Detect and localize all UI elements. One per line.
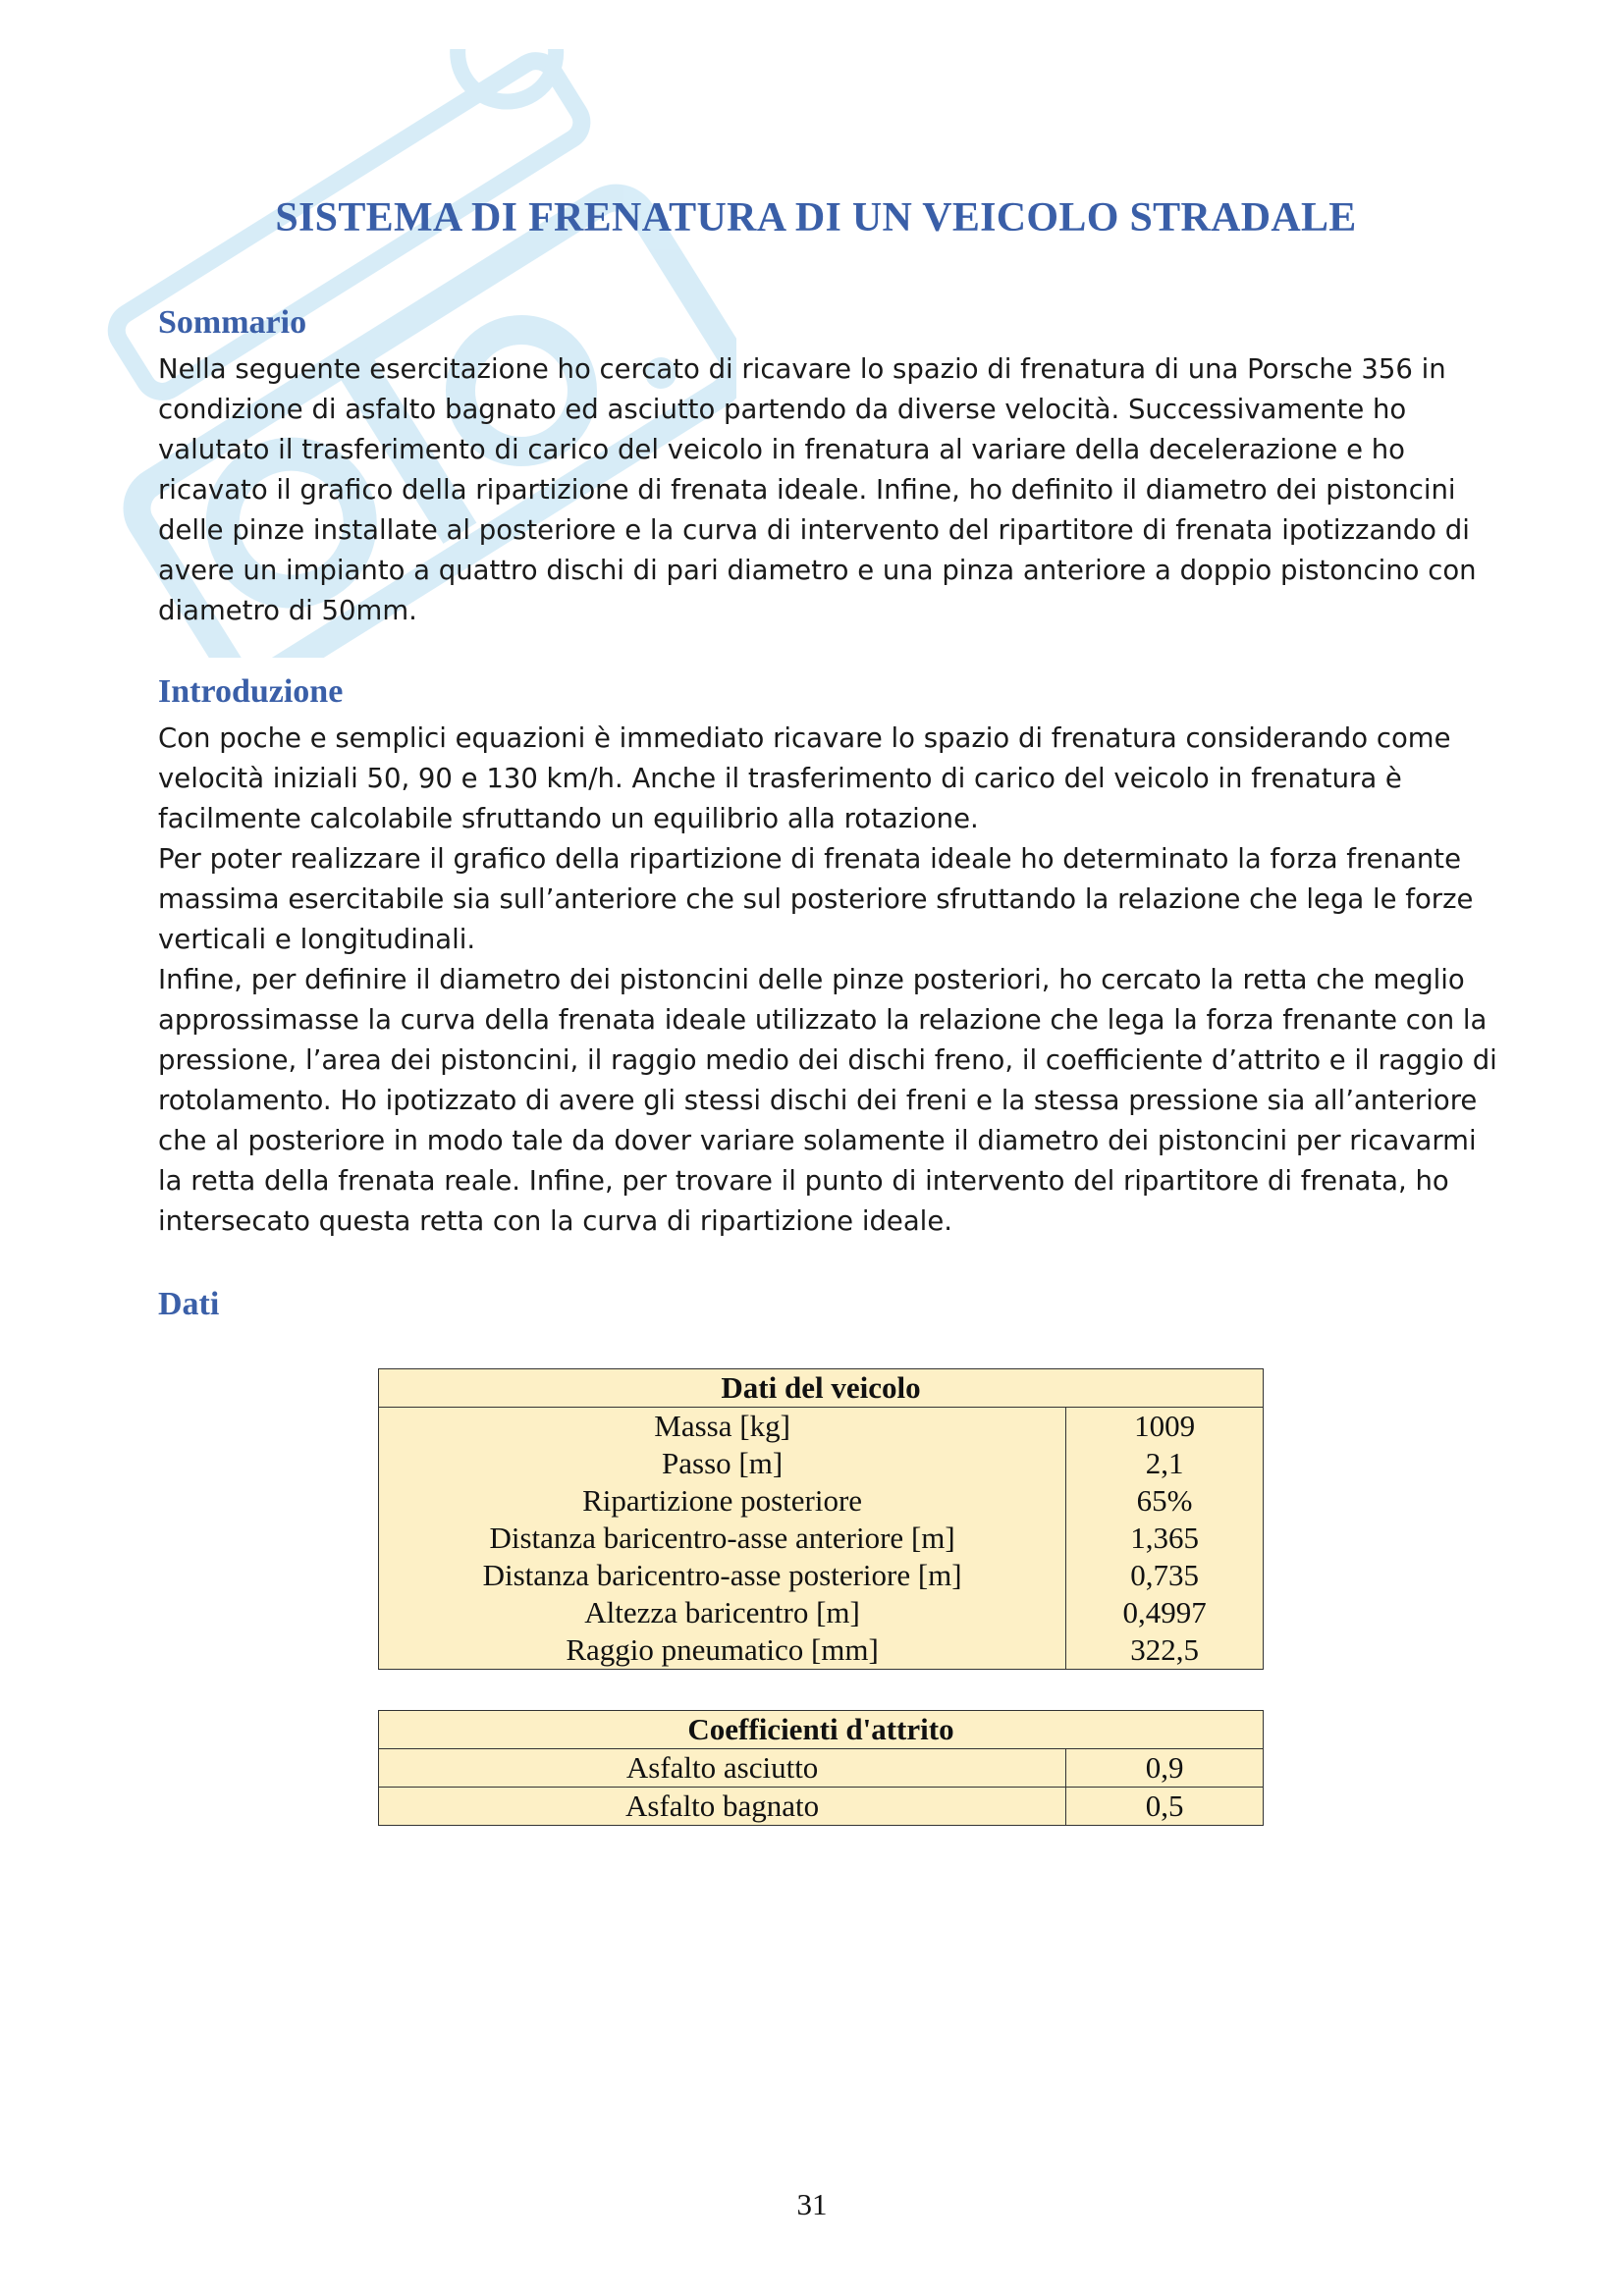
row-label: Asfalto asciutto (379, 1749, 1066, 1788)
text-line: massima esercitabile sia sull’anteriore che sul posteriore sfruttando la relazione che lega le forze (158, 883, 1474, 915)
vehicle-data-table (378, 1368, 1264, 1670)
row-label: Altezza baricentro [m] (379, 1594, 1066, 1631)
text-line: valutato il trasferimento di carico del veicolo in frenatura al variare della decelerazione e ho (158, 434, 1405, 465)
row-value: 0,735 (1066, 1557, 1264, 1594)
row-value: 2,1 (1066, 1445, 1264, 1482)
row-value: 0,5 (1066, 1788, 1264, 1826)
table-row (379, 1445, 1264, 1482)
text-line: Per poter realizzare il grafico della ripartizione di frenata ideale ho determinato la forza frenante (158, 843, 1462, 875)
table-row (379, 1557, 1264, 1594)
text-line: condizione di asfalto bagnato ed asciutto partendo da diverse velocità. Successivamente ho (158, 394, 1407, 425)
text-line: Infine, per definire il diametro dei pistoncini delle pinze posteriori, ho cercato la retta che meglio (158, 964, 1465, 995)
table-header-row (379, 1369, 1264, 1408)
table-header: Coefficienti d'attrito (379, 1711, 1264, 1749)
table-row (379, 1631, 1264, 1670)
row-label: Massa [kg] (379, 1408, 1066, 1446)
table-row (379, 1408, 1264, 1446)
dati-heading: Dati (158, 1286, 220, 1322)
text-line: delle pinze installate al posteriore e la curva di intervento del ripartitore di frenata ipotizzando di (158, 514, 1470, 546)
row-value: 322,5 (1066, 1631, 1264, 1670)
introduzione-heading: Introduzione (158, 673, 344, 710)
row-value: 0,4997 (1066, 1594, 1264, 1631)
row-label: Distanza baricentro-asse posteriore [m] (379, 1557, 1066, 1594)
table-row (379, 1520, 1264, 1557)
table-header: Dati del veicolo (379, 1369, 1264, 1408)
text-line: verticali e longitudinali. (158, 924, 476, 955)
row-label: Ripartizione posteriore (379, 1482, 1066, 1520)
introduzione-paragraph (158, 719, 1497, 1242)
row-label: Asfalto bagnato (379, 1788, 1066, 1826)
text-line: intersecato questa retta con la curva di ripartizione ideale. (158, 1205, 952, 1237)
row-label: Raggio pneumatico [mm] (379, 1631, 1066, 1670)
table-header-row (379, 1711, 1264, 1749)
text-line: facilmente calcolabile sfruttando un equilibrio alla rotazione. (158, 803, 979, 834)
page-title: SISTEMA DI FRENATURA DI UN VEICOLO STRADALE (275, 195, 1357, 240)
row-label: Passo [m] (379, 1445, 1066, 1482)
text-line: Nella seguente esercitazione ho cercato di ricavare lo spazio di frenatura di una Porsche 356 in (158, 353, 1446, 385)
table-row (379, 1482, 1264, 1520)
text-line: che al posteriore in modo tale da dover variare solamente il diametro dei pistoncini per ricavarmi (158, 1125, 1477, 1156)
text-line: ricavato il grafico della ripartizione di frenata ideale. Infine, ho definito il diametro dei pistoncini (158, 474, 1456, 506)
sommario-heading: Sommario (158, 304, 307, 341)
text-line: la retta della frenata reale. Infine, per trovare il punto di intervento del ripartitore di frenata, ho (158, 1165, 1449, 1197)
sommario-paragraph (158, 349, 1479, 631)
text-line: Con poche e semplici equazioni è immediato ricavare lo spazio di frenatura considerando come (158, 722, 1451, 754)
row-value: 1,365 (1066, 1520, 1264, 1557)
row-value: 65% (1066, 1482, 1264, 1520)
row-label: Distanza baricentro-asse anteriore [m] (379, 1520, 1066, 1557)
text-line: avere un impianto a quattro dischi di pari diametro e una pinza anteriore a doppio pistoncino con (158, 555, 1477, 586)
text-line: pressione, l’area dei pistoncini, il raggio medio dei dischi freno, il coefficiente d’attrito e il raggio di (158, 1044, 1497, 1076)
friction-coefficients-table (378, 1710, 1264, 1826)
page-number: 31 (796, 2187, 828, 2221)
table-row (379, 1749, 1264, 1788)
table-row (379, 1788, 1264, 1826)
text-line: velocità iniziali 50, 90 e 130 km/h. Anche il trasferimento di carico del veicolo in frenatura è (158, 763, 1402, 794)
text-line: diametro di 50mm. (158, 595, 417, 626)
text-line: approssimasse la curva della frenata ideale utilizzato la relazione che lega la forza frenante con la (158, 1004, 1488, 1036)
row-value: 0,9 (1066, 1749, 1264, 1788)
table-row (379, 1594, 1264, 1631)
row-value: 1009 (1066, 1408, 1264, 1446)
text-line: rotolamento. Ho ipotizzato di avere gli stessi dischi dei freni e la stessa pressione sia all’anteriore (158, 1085, 1478, 1116)
